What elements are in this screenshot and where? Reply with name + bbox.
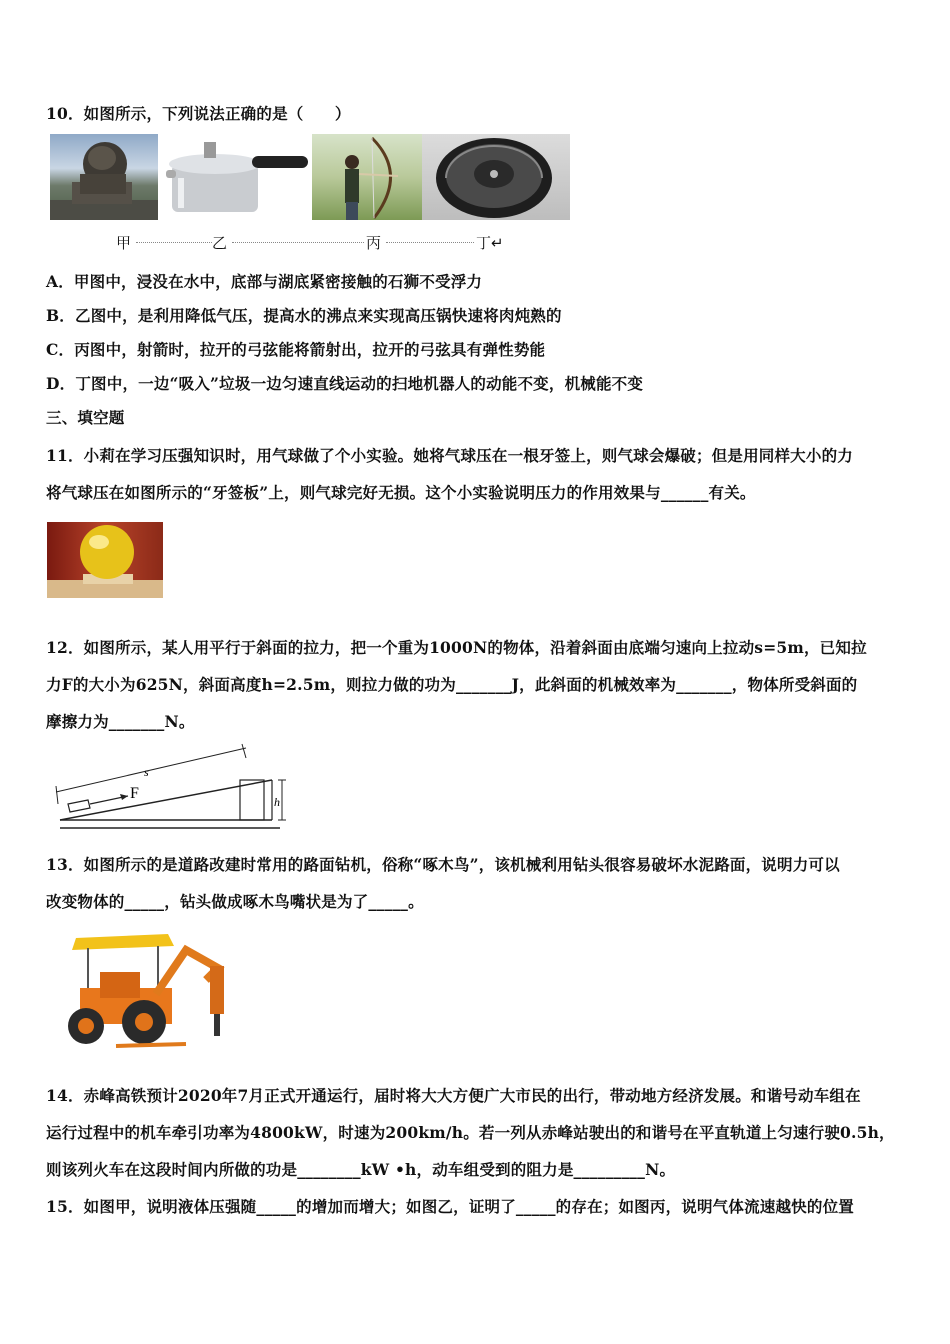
robot-vacuum-photo [422,134,570,220]
stone-lion-photo [50,134,158,220]
label-bing: 丙 [366,234,382,252]
q10-option-a: A．甲图中，浸没在水中，底部与湖底紧密接触的石狮不受浮力 [46,272,483,291]
road-drill-photo [46,928,236,1054]
balloon-photo [47,522,163,598]
label-yi: 乙 [212,234,228,252]
q15-line1: 15．如图甲，说明液体压强随_____的增加而增大；如图乙，证明了_____的存在；如图丙，说明气体流速越快的位置 [46,1197,854,1216]
incline-diagram [50,742,290,834]
label-ding: 丁↵ [476,234,504,252]
q13-line2: 改变物体的_____，钻头做成啄木鸟嘴状是为了_____。 [46,892,424,911]
q13-line1: 13．如图所示的是道路改建时常用的路面钻机，俗称“啄木鸟”，该机械利用钻头很容易破坏水泥路面，说明力可以 [46,855,840,874]
q12-line3: 摩擦力为_______N。 [46,712,195,731]
height-label: h [274,795,280,809]
q14-line1: 14．赤峰高铁预计2020年7月正式开通运行，届时将大大方便广大市民的出行，带动地方经济发展。和谐号动车组在 [46,1086,861,1105]
q11-line1: 11．小莉在学习压强知识时，用气球做了个小实验。她将气球压在一根牙签上，则气球会爆破；但是用同样大小的力 [46,446,853,465]
label-jia: 甲 [116,234,132,252]
figure-labels [110,232,510,252]
q10-stem: 10．如图所示，下列说法正确的是（ ） [46,104,351,123]
force-label: F [130,785,139,802]
q12-line1: 12．如图所示，某人用平行于斜面的拉力，把一个重为1000N的物体，沿着斜面由底端匀速向上拉动s=5m，已知拉 [46,638,867,657]
q10-option-b: B．乙图中，是利用降低气压，提高水的沸点来实现高压锅快速将肉炖熟的 [46,306,562,325]
q14-line2: 运行过程中的机车牵引功率为4800kW，时速为200km/h。若一列从赤峰站驶出的和谐号在平直轨道上匀速行驶0.5h， [46,1123,895,1142]
pressure-cooker-photo [158,134,310,220]
q11-line2: 将气球压在如图所示的“牙签板”上，则气球完好无损。这个小实验说明压力的作用效果与______有关。 [46,483,756,502]
q12-line2: 力F的大小为625N，斜面高度h=2.5m，则拉力做的功为_______J，此斜面的机械效率为_______，物体所受斜面的 [46,675,858,694]
q14-line3: 则该列火车在这段时间内所做的功是________kW •h，动车组受到的阻力是_________N。 [46,1160,676,1179]
q10-option-d: D．丁图中，一边“吸入”垃圾一边匀速直线运动的扫地机器人的动能不变，机械能不变 [46,374,644,393]
q10-option-c: C．丙图中，射箭时，拉开的弓弦能将箭射出，拉开的弓弦具有弹性势能 [46,340,546,359]
archer-photo [312,134,422,220]
section-heading: 三、填空题 [46,408,125,427]
distance-label: s [144,765,149,779]
